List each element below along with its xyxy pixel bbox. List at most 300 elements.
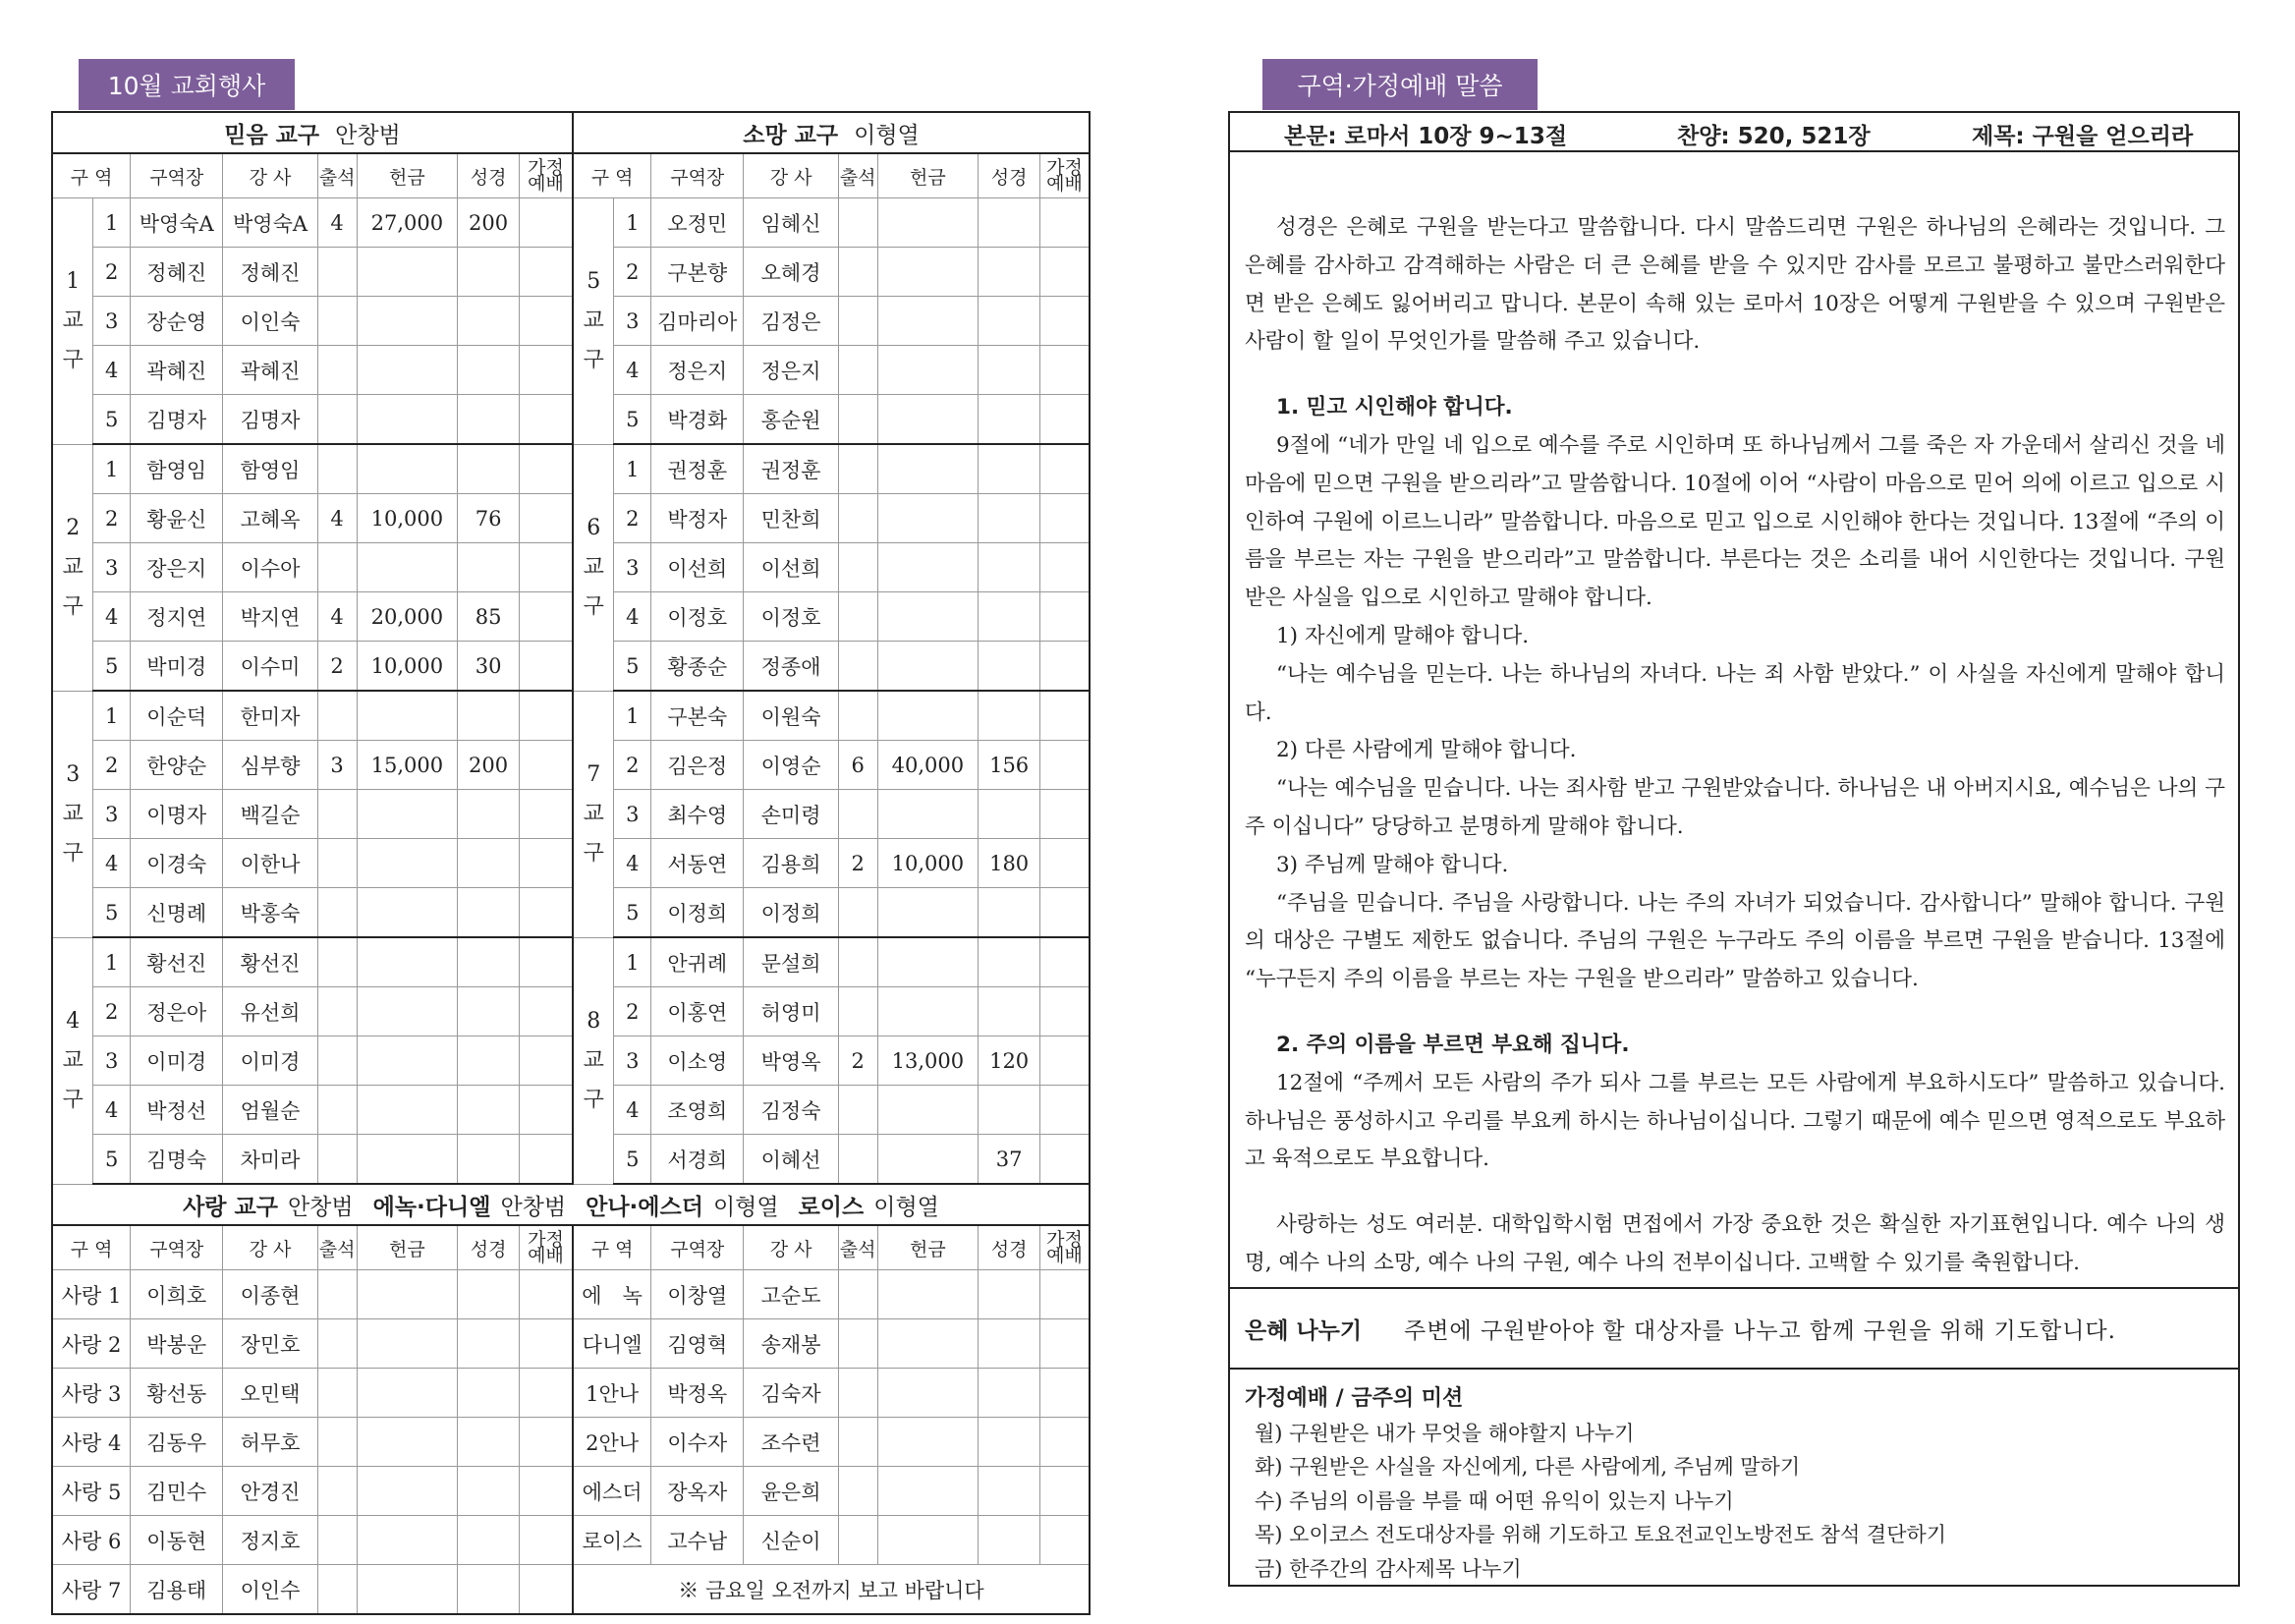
mission-item: 수) 주님의 이름을 부를 때 어떤 유익이 있는지 나누기 — [1255, 1488, 1734, 1513]
group-name: 안나·에스더 — [586, 1194, 703, 1220]
column-header: 가정 예배 — [520, 153, 574, 198]
table-cell — [877, 888, 979, 938]
table-cell — [317, 543, 357, 592]
table-cell — [1040, 741, 1090, 790]
group-leader: 이형열 — [854, 122, 920, 148]
table-cell: 1 — [93, 444, 131, 494]
table-cell: 3 — [614, 543, 651, 592]
point-1-text: 9절에 “네가 만일 네 입으로 예수를 주로 시인하며 또 하나님께서 그를 죽은 자 가운데서 살리신 것을 네 마음에 믿으면 구원을 받으리라”고 말씀합니다. 10절에 이어 “사람이 마음으로 믿어 의에 이르고 입으로 시인하여 구원에 이르느니라” 말씀합니다. 마음으로 믿고 입으로 시인해야 한다는 것입니다. 13절에 “주의 이름을 부르는 자는 구원을 받으리라”고 말씀합니다. 부른다는 것은 소리를 내어 시인한다는 것입니다. 구원받은 사실을 입으로 시인하고 말해야 합니다. — [1245, 432, 2225, 611]
table-cell: 서경희 — [651, 1135, 744, 1185]
district-label: 4 교 구 — [52, 937, 93, 1184]
table-cell — [317, 395, 357, 445]
table-cell: 황종순 — [651, 642, 744, 692]
table-cell — [838, 198, 877, 248]
table-cell: 2 — [317, 642, 357, 692]
table-cell — [520, 1086, 574, 1135]
table-cell — [520, 691, 574, 741]
table-cell: 156 — [979, 741, 1040, 790]
table-cell — [1040, 543, 1090, 592]
table-cell — [357, 1086, 458, 1135]
table-cell: 곽혜진 — [223, 346, 317, 395]
table-cell — [979, 1516, 1040, 1565]
table-cell — [357, 395, 458, 445]
mission-title: 가정예배 / 금주의 미션 — [1245, 1386, 1464, 1411]
table-cell — [838, 937, 877, 987]
point-2-text: 12절에 “주께서 모든 사람의 주가 되사 그를 부르는 모든 사람에게 부요하시도다” 말씀하고 있습니다. 하나님은 풍성하시고 우리를 부요케 하시는 하나님이십니다. 그렇기 때문에 예수 믿으면 영적으로도 부요하고 육적으로도 부요합니다. — [1245, 1070, 2225, 1172]
table-cell: 2 — [614, 248, 651, 297]
table-cell — [520, 592, 574, 642]
table-cell: 박정옥 — [651, 1369, 744, 1418]
table-cell — [357, 1319, 458, 1369]
table-cell: 박정선 — [131, 1086, 223, 1135]
table-cell: 이원숙 — [744, 691, 838, 741]
column-header: 출석 — [838, 1225, 877, 1270]
table-cell: 4 — [93, 1086, 131, 1135]
table-cell — [458, 543, 520, 592]
column-header-row — [52, 153, 1090, 198]
table-cell — [1040, 395, 1090, 445]
table-cell — [317, 937, 357, 987]
table-cell — [979, 1418, 1040, 1467]
table-cell: 심부향 — [223, 741, 317, 790]
table-cell: 이정희 — [651, 888, 744, 938]
table-row — [52, 888, 1090, 938]
table-cell: 2 — [614, 987, 651, 1036]
district-group-header — [52, 1184, 1090, 1225]
table-cell — [979, 1319, 1040, 1369]
table-row — [52, 1135, 1090, 1185]
hymn-numbers: 찬양: 520, 521장 — [1677, 124, 1871, 149]
table-cell: 임혜신 — [744, 198, 838, 248]
table-cell — [317, 1036, 357, 1086]
table-cell: 1 — [614, 937, 651, 987]
table-cell — [520, 1036, 574, 1086]
table-cell — [317, 346, 357, 395]
district-label: 사랑 6 — [52, 1516, 131, 1565]
table-cell — [877, 543, 979, 592]
table-cell — [1040, 642, 1090, 692]
table-cell — [877, 395, 979, 445]
table-cell — [357, 1036, 458, 1086]
table-cell — [877, 297, 979, 346]
table-cell — [979, 198, 1040, 248]
sermon-body — [1245, 209, 2225, 1283]
table-cell: 이동현 — [131, 1516, 223, 1565]
table-cell — [357, 839, 458, 888]
subpoint-2-text: “나는 예수님을 믿습니다. 나는 죄사함 받고 구원받았습니다. 하나님은 내 아버지시요, 예수님은 나의 구주 이십니다” 당당하고 분명하게 말해야 합니다. — [1245, 776, 2225, 839]
table-cell — [979, 346, 1040, 395]
column-header: 구 역 — [573, 1225, 651, 1270]
sermon-title-tag — [1262, 59, 1538, 110]
table-cell: 구본향 — [651, 248, 744, 297]
table-cell: 37 — [979, 1135, 1040, 1185]
table-cell: 2 — [93, 494, 131, 543]
table-cell: 박영옥 — [744, 1036, 838, 1086]
table-cell: 이홍연 — [651, 987, 744, 1036]
table-cell: 고순도 — [744, 1270, 838, 1319]
group-leader: 이형열 — [873, 1194, 939, 1220]
table-cell — [1040, 1270, 1090, 1319]
group-leader: 이형열 — [712, 1194, 779, 1220]
table-cell: 이종현 — [223, 1270, 317, 1319]
table-cell: 김정은 — [744, 297, 838, 346]
table-cell: 정종애 — [744, 642, 838, 692]
table-cell: 4 — [93, 592, 131, 642]
group-leader: 안창범 — [287, 1194, 354, 1220]
table-cell: 김용태 — [131, 1565, 223, 1615]
table-cell — [1040, 494, 1090, 543]
table-cell — [979, 494, 1040, 543]
table-row — [52, 297, 1090, 346]
table-cell: 30 — [458, 642, 520, 692]
table-cell — [357, 790, 458, 839]
district-label: 7 교 구 — [573, 691, 614, 937]
table-cell: 송재봉 — [744, 1319, 838, 1369]
table-cell — [877, 592, 979, 642]
district-label: 8 교 구 — [573, 937, 614, 1184]
table-cell — [317, 691, 357, 741]
table-cell: 20,000 — [357, 592, 458, 642]
table-cell — [979, 691, 1040, 741]
table-cell: 5 — [614, 395, 651, 445]
table-cell: 2 — [614, 494, 651, 543]
column-header: 헌금 — [877, 1225, 979, 1270]
column-header: 출석 — [317, 153, 357, 198]
table-row — [52, 444, 1090, 494]
column-header: 구 역 — [52, 1225, 131, 1270]
table-cell — [520, 198, 574, 248]
table-cell: 엄월순 — [223, 1086, 317, 1135]
column-header: 구역장 — [651, 153, 744, 198]
table-cell: 이명자 — [131, 790, 223, 839]
table-cell — [838, 1270, 877, 1319]
table-cell — [1040, 937, 1090, 987]
table-cell — [1040, 691, 1090, 741]
table-cell — [838, 1369, 877, 1418]
table-cell: 이수자 — [651, 1418, 744, 1467]
group-header-row — [52, 112, 1090, 153]
table-cell — [838, 691, 877, 741]
table-cell: 권정훈 — [744, 444, 838, 494]
table-cell: 이수아 — [223, 543, 317, 592]
table-cell: 180 — [979, 839, 1040, 888]
table-cell — [979, 987, 1040, 1036]
table-cell — [520, 642, 574, 692]
table-cell — [877, 790, 979, 839]
table-cell: 함영임 — [223, 444, 317, 494]
district-label: 다니엘 — [573, 1319, 651, 1369]
sermon-section — [1228, 111, 2240, 1587]
table-row — [52, 691, 1090, 741]
report-note: ※ 금요일 오전까지 보고 바랍니다 — [573, 1565, 1090, 1615]
table-cell — [520, 543, 574, 592]
group-name: 에녹·다니엘 — [372, 1194, 491, 1220]
table-cell: 권정훈 — [651, 444, 744, 494]
table-cell — [838, 346, 877, 395]
table-cell: 최수영 — [651, 790, 744, 839]
table-cell: 4 — [614, 592, 651, 642]
table-row — [52, 987, 1090, 1036]
table-cell — [317, 888, 357, 938]
table-cell: 이소영 — [651, 1036, 744, 1086]
table-row — [52, 1467, 1090, 1516]
table-cell — [317, 444, 357, 494]
table-cell — [838, 248, 877, 297]
table-cell — [979, 543, 1040, 592]
column-header: 강 사 — [744, 1225, 838, 1270]
table-cell — [317, 248, 357, 297]
column-header-row — [52, 1225, 1090, 1270]
table-cell — [877, 1418, 979, 1467]
table-cell — [1040, 1467, 1090, 1516]
table-cell — [458, 1086, 520, 1135]
table-cell — [1040, 1418, 1090, 1467]
table-cell — [979, 297, 1040, 346]
district-label: 2안나 — [573, 1418, 651, 1467]
table-cell: 황선진 — [131, 937, 223, 987]
table-cell — [520, 1565, 574, 1615]
group-name: 로이스 — [798, 1194, 865, 1220]
table-cell: 유선희 — [223, 987, 317, 1036]
table-cell — [979, 1086, 1040, 1135]
table-cell — [520, 444, 574, 494]
table-cell — [458, 839, 520, 888]
table-cell — [838, 1467, 877, 1516]
table-cell — [979, 248, 1040, 297]
sermon-closing: 사랑하는 성도 여러분. 대학입학시험 면접에서 가장 중요한 것은 확실한 자기표현입니다. 예수 나의 생명, 예수 나의 소망, 예수 나의 구원, 예수 나의 전부이십니다. 고백할 수 있기를 축원합니다. — [1245, 1212, 2225, 1275]
table-cell: 민찬희 — [744, 494, 838, 543]
table-cell: 4 — [93, 346, 131, 395]
table-cell — [317, 1135, 357, 1185]
table-cell: 손미령 — [744, 790, 838, 839]
table-cell: 신명례 — [131, 888, 223, 938]
table-cell — [357, 297, 458, 346]
table-cell — [317, 790, 357, 839]
column-header: 헌금 — [357, 1225, 458, 1270]
table-cell: 이수미 — [223, 642, 317, 692]
table-cell: 이희호 — [131, 1270, 223, 1319]
table-cell: 5 — [614, 1135, 651, 1185]
column-header: 강 사 — [223, 153, 317, 198]
table-cell: 조수련 — [744, 1418, 838, 1467]
table-cell: 4 — [614, 346, 651, 395]
table-cell: 200 — [458, 741, 520, 790]
table-cell: 3 — [317, 741, 357, 790]
table-cell — [1040, 346, 1090, 395]
table-cell: 정지연 — [131, 592, 223, 642]
table-cell — [979, 790, 1040, 839]
column-header: 가정 예배 — [1040, 153, 1090, 198]
table-cell: 오민택 — [223, 1369, 317, 1418]
table-cell: 고혜옥 — [223, 494, 317, 543]
table-cell: 3 — [614, 790, 651, 839]
table-cell — [458, 888, 520, 938]
table-cell: 2 — [838, 1036, 877, 1086]
table-cell — [317, 1565, 357, 1615]
table-row — [52, 1516, 1090, 1565]
table-cell: 장민호 — [223, 1319, 317, 1369]
subpoint-3: 3) 주님께 말해야 합니다. — [1276, 852, 1509, 877]
table-row — [52, 346, 1090, 395]
table-cell — [317, 1418, 357, 1467]
table-cell: 1 — [93, 937, 131, 987]
table-cell: 정은지 — [651, 346, 744, 395]
table-row — [52, 198, 1090, 248]
district-label: 6 교 구 — [573, 444, 614, 691]
table-cell — [877, 691, 979, 741]
table-cell — [1040, 1036, 1090, 1086]
district-label: 1 교 구 — [52, 198, 93, 445]
district-label: 2 교 구 — [52, 444, 93, 691]
district-label: 사랑 3 — [52, 1369, 131, 1418]
district-label: 에 녹 — [573, 1270, 651, 1319]
table-cell — [357, 1418, 458, 1467]
table-cell: 박영숙A — [223, 198, 317, 248]
table-cell — [877, 1516, 979, 1565]
district-label: 사랑 7 — [52, 1565, 131, 1615]
table-cell: 이미경 — [223, 1036, 317, 1086]
table-cell: 박봉운 — [131, 1319, 223, 1369]
table-cell: 박정자 — [651, 494, 744, 543]
attendance-report — [51, 111, 1091, 1615]
column-header: 출석 — [317, 1225, 357, 1270]
table-cell — [458, 1418, 520, 1467]
table-cell: 4 — [317, 494, 357, 543]
table-cell — [458, 1135, 520, 1185]
group-header-row — [52, 1184, 1090, 1225]
table-cell: 1 — [614, 691, 651, 741]
table-cell: 1 — [614, 444, 651, 494]
group-name: 소망 교구 — [743, 122, 839, 148]
table-cell: 1 — [93, 198, 131, 248]
table-cell — [877, 1270, 979, 1319]
table-cell — [520, 248, 574, 297]
table-cell — [1040, 198, 1090, 248]
table-cell: 김영혁 — [651, 1319, 744, 1369]
table-cell: 김정숙 — [744, 1086, 838, 1135]
table-cell — [979, 1369, 1040, 1418]
table-cell: 곽혜진 — [131, 346, 223, 395]
subpoint-1: 1) 자신에게 말해야 합니다. — [1276, 623, 1530, 648]
table-row — [52, 1086, 1090, 1135]
table-cell — [520, 1319, 574, 1369]
table-row — [52, 1565, 1090, 1615]
table-cell: 이정호 — [744, 592, 838, 642]
table-cell — [877, 444, 979, 494]
table-row — [52, 1270, 1090, 1319]
table-row — [52, 741, 1090, 790]
table-cell — [1040, 790, 1090, 839]
table-cell: 6 — [838, 741, 877, 790]
table-cell — [1040, 1135, 1090, 1185]
table-cell: 76 — [458, 494, 520, 543]
table-cell: 이선희 — [651, 543, 744, 592]
table-cell — [979, 592, 1040, 642]
table-cell — [357, 1135, 458, 1185]
table-cell — [458, 1516, 520, 1565]
table-cell: 4 — [317, 198, 357, 248]
table-cell — [979, 642, 1040, 692]
table-cell: 이선희 — [744, 543, 838, 592]
table-cell — [838, 494, 877, 543]
sermon-intro: 성경은 은혜로 구원을 받는다고 말씀합니다. 다시 말씀드리면 구원은 하나님의 은혜라는 것입니다. 그 은혜를 감사하고 감격해하는 사람은 더 큰 은혜를 받을 수 있지만 감사를 모르고 불평하고 불만스러워한다면 받은 은혜도 잃어버리고 맙니다. 본문이 속해 있는 로마서 10장은 어떻게 구원받을 수 있으며 구원받은 사람이 할 일이 무엇인가를 말씀해 주고 있습니다. — [1245, 215, 2225, 355]
table-cell: 10,000 — [357, 642, 458, 692]
table-cell — [1040, 297, 1090, 346]
district-label: 에스더 — [573, 1467, 651, 1516]
table-cell — [520, 297, 574, 346]
table-cell — [1040, 444, 1090, 494]
table-cell: 박미경 — [131, 642, 223, 692]
table-cell — [1040, 592, 1090, 642]
attendance-table — [51, 111, 1091, 1615]
table-cell: 13,000 — [877, 1036, 979, 1086]
table-cell: 한양순 — [131, 741, 223, 790]
table-cell — [520, 937, 574, 987]
table-cell: 4 — [317, 592, 357, 642]
table-cell — [317, 1319, 357, 1369]
table-cell: 박경화 — [651, 395, 744, 445]
table-cell: 정혜진 — [131, 248, 223, 297]
table-cell — [520, 494, 574, 543]
table-cell — [317, 297, 357, 346]
table-cell: 정혜진 — [223, 248, 317, 297]
district-label: 로이스 — [573, 1516, 651, 1565]
table-row — [52, 592, 1090, 642]
column-header: 강 사 — [223, 1225, 317, 1270]
column-header: 가정 예배 — [520, 1225, 574, 1270]
table-cell: 박지연 — [223, 592, 317, 642]
table-cell — [357, 888, 458, 938]
table-cell: 이미경 — [131, 1036, 223, 1086]
table-cell — [458, 987, 520, 1036]
table-row — [52, 248, 1090, 297]
sermon-subject: 제목: 구원을 얻으리라 — [1972, 124, 2194, 149]
table-cell: 이순덕 — [131, 691, 223, 741]
table-cell — [520, 888, 574, 938]
table-cell: 120 — [979, 1036, 1040, 1086]
table-cell — [877, 1467, 979, 1516]
district-label: 1안나 — [573, 1369, 651, 1418]
table-row — [52, 494, 1090, 543]
table-cell — [877, 494, 979, 543]
table-cell: 정은아 — [131, 987, 223, 1036]
table-cell — [458, 937, 520, 987]
table-cell — [458, 297, 520, 346]
mission-item: 목) 오이코스 전도대상자를 위해 기도하고 토요전교인노방전도 참석 결단하기 — [1255, 1523, 1947, 1546]
table-cell — [520, 346, 574, 395]
table-cell — [357, 346, 458, 395]
table-cell: 4 — [614, 839, 651, 888]
mission-item: 월) 구원받은 내가 무엇을 해야할지 나누기 — [1255, 1421, 1635, 1445]
table-cell — [877, 1369, 979, 1418]
table-cell: 차미라 — [223, 1135, 317, 1185]
table-cell: 문설희 — [744, 937, 838, 987]
table-cell — [357, 1565, 458, 1615]
table-cell: 85 — [458, 592, 520, 642]
table-cell — [838, 1418, 877, 1467]
table-cell — [458, 691, 520, 741]
table-cell: 3 — [614, 297, 651, 346]
table-cell: 정은지 — [744, 346, 838, 395]
table-cell — [1040, 1369, 1090, 1418]
table-cell — [520, 839, 574, 888]
table-cell — [317, 1467, 357, 1516]
table-cell: 15,000 — [357, 741, 458, 790]
district-label: 사랑 5 — [52, 1467, 131, 1516]
column-header: 구역장 — [651, 1225, 744, 1270]
table-cell — [520, 1270, 574, 1319]
table-cell — [838, 888, 877, 938]
